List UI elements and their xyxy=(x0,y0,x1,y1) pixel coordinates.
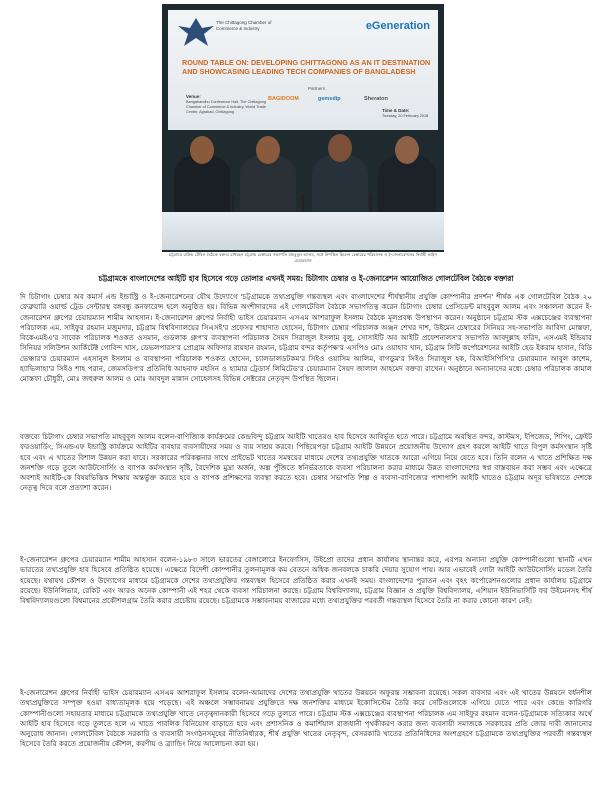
article-paragraph: ই-জেনারেশন গ্রুপের নির্বাহী ভাইস চেয়ারম্যান এসএম আশরাফুল ইসলাম বলেন-আমাদের দেশের তথ্যপ্রযুক্তি খাতের উন্নয়নে অফুরন্ত সম্ভাবনা রয়েছে। সকল ব্যবসার এবং এই খাতের উন্নয়নে বর্ধনশীল তথ্যপ্রযুক্তিতে সম্পৃক্ত হওয়া বাধ্যতামূলক হয়ে পড়েছে। এই অঞ্চলে সম্ভাবনাময় প্রযুক্তিতে দক্ষ জনশক্তির মাধ্যমে ইকোসিস্টেম তৈরি করে সেটিগুলোকে এগিয়ে যেতে পারে এবং কেন্দ্রে কারিগরি কোম্পানীগুলো সহায়তার মাধ্যমে চট্টগ্রামকে তথ্যপ্রযুক্তি খাতে নেতৃত্বদানকারী হিসেবে গড়ে তুলতে পারে। চট্টগ্রাম স্টক এক্সচেঞ্জের ব্যবস্থাপনা পরিচালক এম সাইফুর রহমান বলেন-চট্টগ্রামকে সত্যিকার অর্থে আইটি হাব হিসেবে গড়ে তুলতে হলে এ খাতে পাবলিক বিনিয়োগ বাড়াতে হবে এবং প্রশাসনিক ও কমার্শিয়াল রাজধানী পৃথকীকরণ করার জন্য ব্যবসায়ী সমাজকে সরকারের প্রতি জোর দাবী জানানোর অনুরোধ জানান। গোলটেবিল বৈঠকে সরকারি ও ব্যবসায়ী সংগঠনসমূহের নীতিনির্ধারক, শীর্ষ প্রযুক্তি খাতের নেতৃবৃন্দ, বেসরকারি খাতের প্রতিনিধিদের অংশগ্রহণে চট্টগ্রামকে তথ্যপ্রযুক্তির পরবর্তী গন্তব্যস্থল হিসেবে তৈরি করতে প্রয়োজনীয় কৌশল, করণীয় ও ব্র্যান্ডিং নিয়ে আলোচনা করা হয়। xyxy=(20,688,592,749)
partner-logo-sheraton: Sheraton xyxy=(364,96,388,102)
chamber-name: The Chittagong Chamber of Commerce & Industry xyxy=(216,20,272,31)
article-paragraph: ই-জেনারেশন গ্রুপের চেয়ারম্যান শামীম আহসান বলেন-১৯৮৩ সালে ভারতের বেঙ্গালোরে ইনফোসিস, উইপ্রো তাদের প্রধান কার্যালয় স্থানান্তর করে, এরপর অন্যান্য প্রযুক্তি কোম্পানীগুলো স্থানটি এখন ভারতের তথ্যপ্রযুক্তি হাব হিসেবে প্রতিষ্ঠিত হয়েছে। এক্ষেত্রে বিদেশী কোম্পানীর তুলনামূলক কম বেতনে অধিক জনবলকে চাকরি দেয়ার সুযোগ পায়। আর এভাবেই গোটা আইটি আউটসোর্সিং মডেল তৈরি হয়েছে। যথাযথ কৌশল ও উদ্যোগের মাধ্যমে চট্টগ্রামকে দেশের তথ্যপ্রযুক্তির গন্তব্যস্থল হিসেবে প্রতিষ্ঠিত করার এখনই সময়। বাংলাদেশের পুরাতন এবং বৃহৎ কর্পোরেশনগুলোর প্রধান কার্যালয় চট্টগ্রামে রয়েছে। ইউনিলিভার, রেকিট এবং আরও অনেক কোম্পানী এই শহর থেকে ব্যবসা পরিচালনা করছে। চট্টগ্রাম বিশ্ববিদ্যালয়, চট্টগ্রাম বিজ্ঞান ও প্রযুক্তি বিশ্ববিদ্যালয়, এশিয়ান ইউনিভার্সিটি ফর উইমেনসহ শীর্ষ বিশ্ববিদ্যালয়গুলো বিশ্বমানের প্রকৌশলগ্রাম তৈরি করার প্রচেষ্টায় রয়েছে। চট্টগ্রামকে সম্ভাবনাময় বাজারের মধ্যে তথ্যপ্রযুক্তির পরবর্তী গন্তব্যস্থল হিসেবে তৈরি না করার কোনো কারণ নেই। xyxy=(20,555,592,605)
panelist-4-head xyxy=(395,136,419,164)
panelist-2-head xyxy=(256,136,280,164)
time-label: Time & Date: xyxy=(382,108,410,113)
article-paragraph: দি চিটাগাং চেম্বার অব কমার্স এন্ড ইন্ডাস্ট্রি ও ই-জেনারেশনের যৌথ উদ্যোগে 'চট্টগ্রামকে তথ্যপ্রযুক্তি গন্তব্যস্থল এবং বাংলাদেশের শীর্ষস্থানীয় প্রযুক্তি কোম্পানীর প্রদর্শন' শীর্ষক এক গোলটেবিল বৈঠক ২০ ফেব্রুয়ারি ওয়ার্ল্ড ট্রেড সেন্টারস্থ বঙ্গবন্ধু কনফারেন্স হলে অনুষ্ঠিত হয়। বিভিন্ন অংশীদারদের এই গোলটেবিল বৈঠকে সভাপতিত্ব করেন চিটাগাং চেম্বার প্রেসিডেন্ট মাহবুবুল আলম এবং সঞ্চালনা করেন ই-জেনারেশন গ্রুপের চেয়ারম্যান শামীম আহসান। ই-জেনারেশন গ্রুপের নির্বাহী ভাইস চেয়ারম্যান এসএম আশরাফুল ইসলাম বৈঠকে মূলপ্রবন্ধ উপস্থাপন করেন। অনুষ্ঠানে চট্টগ্রাম স্টক এক্সচেঞ্জের ব্যবস্থাপনা পরিচালক এম. সাইফুর রহমান মজুমদার, চট্টগ্রাম বিশ্ববিদ্যালয়ের সিএসই'র প্রফেসর শাহাদাত হোসেন, চিটাগাং চেম্বার পরিচালক অঞ্জন শেখর দাশ, উইমেন চেম্বারের সিনিয়র সহ-সভাপতি আবিদা মোস্তফা, বিকেএমইএ'র সাবেক পরিচালক শওকত ওসমান, গুডলাক গ্রুপ'র ব্যবস্থাপনা পরিচালক সৈয়দ সিরাজুল ইসলাম বুলু, সোসাইটি অব আইটি প্রফেশনালস'র সভাপতি আবদুল্লাহ ফরিদ, এসএমই ইন্ডিয়ার সিনিয়র সলিউশন আর্কিটেক্ট গোবিন্দ খাস, ডেভলপারস'র প্রোগ্রাম অফিসার রায়হান রহমান, চট্টগ্রাম বন্দর কর্তৃপক্ষ'র এসপিও মোঃ ওয়াহাব খান, চট্টগ্রাম সিটি কর্পোরেশনের আইটি হেড ইকরাম হাসান, বিডি ভেঞ্চার'র চেয়ারম্যান এহসানুল ইসলাম ও ব্যবস্থাপনা পরিচালক শওকত হোসেন, চ্যালডালডটকম'র সিইও ওয়াসিম আলিম, বাগডুম'র সিইও সিরাজুল হক, বিআইসিপিসি'র চেয়ারম্যান আবুল কাশেম, হ্যাভিলাহা'র সিইও শাহ পরান, জেমসডিপ'র প্রতিনিধি আহনাফ মহসিন ও হ্যামার ট্রেডার্স লিমিটেড'র চেয়ারম্যান সৈয়দ জালাল আহমেদ বক্তব্য রাখেন। অনুষ্ঠানে অন্যান্যদের মধ্যে চেম্বার পরিচালক কামাল মোস্তফা চৌধুরী, মোঃ জহুরুল আলম ও মোঃ আবদুল মান্নান সোহেলসহ বিভিন্ন সেক্টরের নেতৃবৃন্দ উপস্থিত ছিলেন। xyxy=(20,292,592,383)
time-text: Tuesday, 20 February 2018 xyxy=(382,114,429,118)
event-banner xyxy=(168,10,438,130)
article-headline: চট্টগ্রামকে বাংলাদেশের আইটি হাব হিসেবে গড়ে তোলার এখনই সময়: চিটাগাং চেম্বার ও ই-জেনারেশন আয়োজিত গোলটেবিল বৈঠকে বক্তারা xyxy=(98,274,514,283)
microphone-icon xyxy=(302,194,304,212)
egeneration-logo: eGeneration xyxy=(365,20,430,32)
panelist-3 xyxy=(312,154,368,218)
event-photo xyxy=(162,4,444,270)
banner-title: ROUND TABLE ON: DEVELOPING CHITTAGONG AS AN IT DESTINATION AND SHOWCASING LEADING TECH COMPANIES OF BANGLADESH xyxy=(182,58,431,76)
partners-label: Partners xyxy=(308,86,326,91)
panelist-1-head xyxy=(190,136,214,164)
microphone-icon xyxy=(232,194,234,212)
venue-text: Bangabandhu Conference Hall, The Chittagong Chamber of Commerce & Industry, World Trade Center, Agrabad, Chittagong xyxy=(186,100,267,114)
panelist-3-head xyxy=(328,134,352,162)
microphone-icon xyxy=(370,194,372,212)
partner-logo-bagdoom: BAGIDOOM xyxy=(268,96,299,102)
photo-caption: চট্টগ্রামে রাউন্ড টেবিল বৈঠকে বক্তব্য রাখছেন চট্টগ্রাম চেম্বারের সভাপতি মাহবুবুল আলম, সঙ্গে উপস্থিত ছিলেন চেম্বারের পরিচালক ও ই-জেনারেশনের নির্বাহী ভাইস চেয়ারম্যান xyxy=(162,252,444,270)
article-paragraph: বক্তব্যে চিটাগাং চেম্বার সভাপতি মাহবুবুল আলম বলেন-বাণিজ্যিক কার্যক্রমের কেন্দ্রবিন্দু চট্টগ্রাম আইটি খাতেরও হাব হিসেবে আবির্ভূত হতে পারে। চট্টগ্রামে অবস্থিত বন্দর, কাস্টমস, ইপিজেড, শিপিং, ফ্রেইট ফরওয়ার্ডিং, সিএন্ডএফ ইন্ডাস্ট্রি কার্যক্রমে আইটির ব্যবহার ব্যবসায়ীদের সময় ও ব্যয় সাশ্রয় করবে। পিছিয়েপড়া চট্টগ্রাম আইটি উন্নয়নে প্রয়োজনীয় উদ্যোগ গ্রহণ করলে আইটি খাতে বিপুল কর্মসংস্থান সৃষ্টি হবে এবং এ খাতের বিশাল উন্নয়ন করা যাবে। সরকারের পরিকল্পনার সাথে প্রাইভেট খাতের সমন্বয়ের মাধ্যমে দেশের তথ্যপ্রযুক্তি খাতকে আরো এগিয়ে নিয়ে যেতে হবে। তিনি বলেন এ খাতে প্রশিক্ষিত দক্ষ জনশক্তি গড়ে তুলে আউটসোর্সিং ও ব্যাপক কর্মসংস্থান সৃষ্টি, বৈদেশিক মুদ্রা অর্জন, অল্প পুঁজিতে স্বনির্ভরতাকে ব্যবসা পরিচালনা করার মাধ্যমে উন্নত বাংলাদেশের স্বপ্ন বাস্তবায়ন করা সম্ভব এবং এক্ষেত্রে অবশ্যই আইটি-কে বিষয়ভিত্তিক শিক্ষায় অন্তর্ভুক্ত করতে হবে ও ব্যাপক প্রশিক্ষণের ব্যবস্থা করতে হবে। চেম্বার সভাপতি শিল্প ও ব্যবসা-বাণিজ্যের পাশাপাশি আইটি খাতেও চট্টগ্রাম অদূর ভবিষ্যতে দেশকে নেতৃত্ব দিবে বলে প্রত্যাশা করেন। xyxy=(20,432,592,493)
partner-logo-gemsdip: gemsdip xyxy=(318,96,341,102)
chamber-logo-icon xyxy=(176,16,216,50)
conference-table xyxy=(162,212,444,250)
venue-label: Venue: xyxy=(186,94,201,99)
